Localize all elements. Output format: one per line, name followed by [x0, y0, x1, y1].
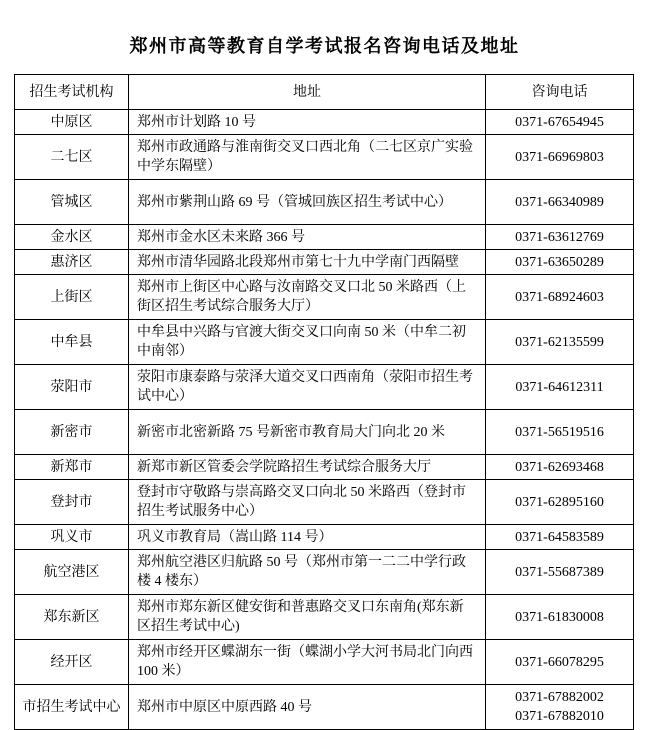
table-row: [15, 110, 634, 135]
address-cell: 郑州市经开区蝶湖东一街（蝶湖小学大河书局北门向西 100 米）: [129, 640, 486, 685]
table-row: [15, 135, 634, 180]
org-cell: 中原区: [15, 110, 129, 135]
phone-cell: [486, 320, 634, 365]
address-cell: 新郑市新区管委会学院路招生考试综合服务大厅: [129, 455, 486, 480]
phone-cell: [486, 455, 634, 480]
address-cell: 荥阳市康泰路与荥泽大道交叉口西南角（荥阳市招生考试中心）: [129, 365, 486, 410]
phone-number: 0371-67882010: [515, 709, 604, 724]
phone-number: 0371-67654945: [515, 114, 604, 130]
phone-number: 0371-55687389: [515, 564, 604, 580]
phone-number: 0371-62135599: [515, 334, 604, 350]
table-row: [15, 640, 634, 685]
org-cell: 经开区: [15, 640, 129, 685]
phone-number: 0371-66969803: [515, 149, 604, 165]
phone-cell: [486, 110, 634, 135]
phone-number: 0371-67882002: [515, 690, 604, 705]
org-cell: 登封市: [15, 480, 129, 525]
phone-cell: [486, 640, 634, 685]
phone-number: 0371-61830008: [515, 609, 604, 625]
phone-cell: [486, 595, 634, 640]
phone-cell: [486, 275, 634, 320]
table-row: [15, 595, 634, 640]
address-cell: 郑州市紫荆山路 69 号（管城回族区招生考试中心）: [129, 180, 486, 225]
table-row: [15, 525, 634, 550]
address-cell: 新密市北密新路 75 号新密市教育局大门向北 20 米: [129, 410, 486, 455]
org-cell: 航空港区: [15, 550, 129, 595]
address-cell: 郑州市上街区中心路与汝南路交叉口北 50 米路西（上街区招生考试综合服务大厅）: [129, 275, 486, 320]
phone-cell: [486, 365, 634, 410]
table-row: [15, 685, 634, 730]
phone-cell: [486, 180, 634, 225]
table-row: [15, 365, 634, 410]
org-cell: 金水区: [15, 225, 129, 250]
header-address: 地址: [129, 75, 486, 110]
phone-cell: [486, 525, 634, 550]
address-cell: 郑州航空港区归航路 50 号（郑州市第一二二中学行政楼 4 楼东）: [129, 550, 486, 595]
address-cell: 中牟县中兴路与官渡大街交叉口向南 50 米（中牟二初中南邻）: [129, 320, 486, 365]
table-row: [15, 225, 634, 250]
phone-number: 0371-66340989: [515, 194, 604, 210]
table-row: [15, 550, 634, 595]
table-row: [15, 180, 634, 225]
address-cell: 郑州市政通路与淮南街交叉口西北角（二七区京广实验中学东隔壁）: [129, 135, 486, 180]
phone-cell: [486, 135, 634, 180]
org-cell: 惠济区: [15, 250, 129, 275]
page-title: 郑州市高等教育自学考试报名咨询电话及地址: [129, 36, 520, 56]
phone-number: 0371-56519516: [515, 424, 604, 440]
address-cell: 郑州市郑东新区健安街和普惠路交叉口东南角(郑东新区招生考试中心): [129, 595, 486, 640]
org-cell: 管城区: [15, 180, 129, 225]
table-row: [15, 410, 634, 455]
phone-cell: [486, 410, 634, 455]
header-org: 招生考试机构: [15, 75, 129, 110]
org-cell: 郑东新区: [15, 595, 129, 640]
phone-number: 0371-62895160: [515, 494, 604, 510]
phone-number: 0371-63650289: [515, 254, 604, 270]
org-cell: 新密市: [15, 410, 129, 455]
org-cell: 市招生考试中心: [15, 685, 129, 730]
phone-cell: [486, 480, 634, 525]
phone-cell: [486, 685, 634, 730]
address-cell: 郑州市金水区未来路 366 号: [129, 225, 486, 250]
org-cell: 新郑市: [15, 455, 129, 480]
phone-cell: [486, 225, 634, 250]
table-body: [15, 110, 634, 730]
contact-table: [14, 74, 634, 730]
org-cell: 中牟县: [15, 320, 129, 365]
phone-number: 0371-63612769: [515, 229, 604, 245]
table-row: [15, 320, 634, 365]
org-cell: 荥阳市: [15, 365, 129, 410]
phone-number: 0371-64583589: [515, 529, 604, 545]
table-row: [15, 480, 634, 525]
address-cell: 郑州市中原区中原西路 40 号: [129, 685, 486, 730]
phone-number: 0371-62693468: [515, 459, 604, 475]
table-row: [15, 250, 634, 275]
address-cell: 郑州市计划路 10 号: [129, 110, 486, 135]
phone-cell: [486, 250, 634, 275]
address-cell: 登封市守敬路与崇高路交叉口向北 50 米路西（登封市招生考试服务中心）: [129, 480, 486, 525]
phone-number: 0371-68924603: [515, 289, 604, 305]
header-phone: 咨询电话: [486, 75, 634, 110]
table-row: [15, 455, 634, 480]
table-header-row: [15, 75, 634, 110]
org-cell: 巩义市: [15, 525, 129, 550]
org-cell: 二七区: [15, 135, 129, 180]
phone-number: 0371-66078295: [515, 654, 604, 670]
org-cell: 上街区: [15, 275, 129, 320]
table-row: [15, 275, 634, 320]
phone-cell: [486, 550, 634, 595]
address-cell: 郑州市清华园路北段郑州市第七十九中学南门西隔壁: [129, 250, 486, 275]
phone-number: 0371-64612311: [515, 379, 604, 395]
address-cell: 巩义市教育局（嵩山路 114 号）: [129, 525, 486, 550]
